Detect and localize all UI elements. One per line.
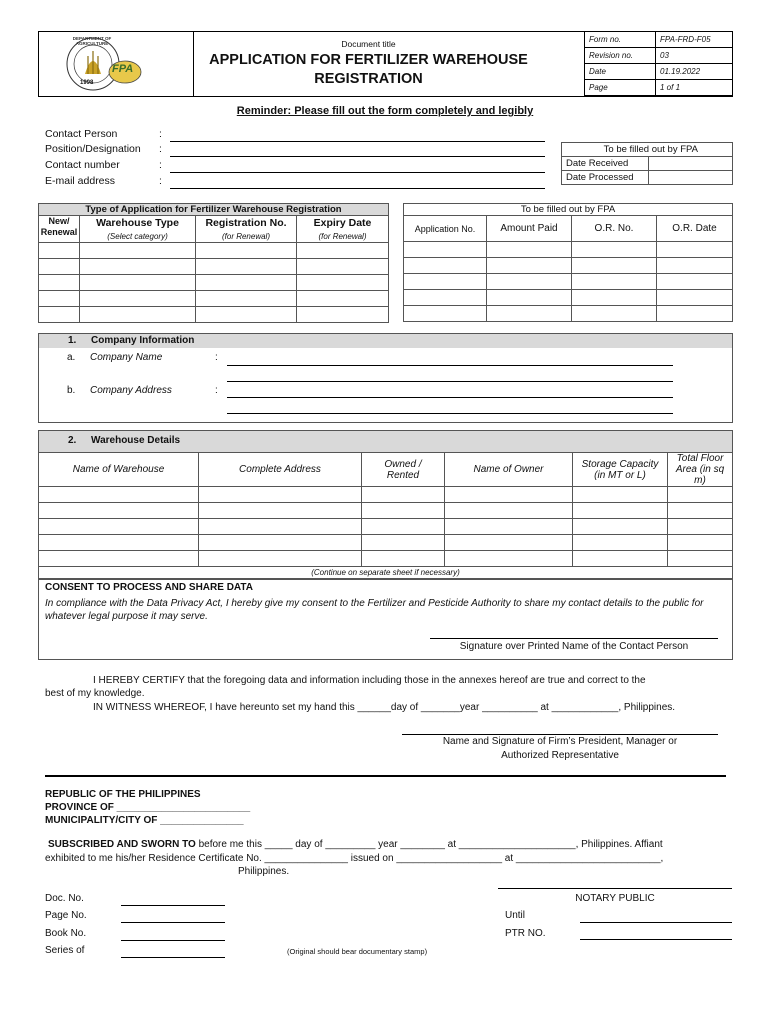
application-row [39, 307, 389, 323]
new-renewal-header [39, 216, 80, 243]
republic-label: REPUBLIC OF THE PHILIPPINES [45, 789, 201, 800]
table-cell[interactable] [199, 519, 362, 535]
document-title-label: Document title [341, 39, 396, 49]
meta-label: Form no. [585, 32, 656, 48]
floor-area-header: Total Floor Area (in sq m) [668, 453, 733, 487]
contact-field-colon: : [159, 128, 162, 140]
warehouse-type-label: Warehouse Type [96, 217, 179, 229]
certify-line2: best of my knowledge. [45, 688, 145, 699]
fpa-row [404, 274, 733, 290]
table-cell[interactable] [573, 551, 668, 567]
table-cell[interactable] [668, 503, 733, 519]
table-cell[interactable] [445, 535, 573, 551]
table-cell[interactable] [39, 307, 80, 323]
renewal-label: Renewal [40, 227, 78, 237]
table-cell[interactable] [362, 487, 445, 503]
form-title-line1: APPLICATION FOR FERTILIZER WAREHOUSE [209, 52, 528, 68]
company-name-colon: : [215, 352, 218, 363]
contact-signature-line[interactable] [430, 638, 718, 639]
table-cell[interactable] [573, 487, 668, 503]
until-input[interactable] [580, 922, 732, 923]
contact-signature-label: Signature over Printed Name of the Contact Person [459, 641, 689, 652]
company-name-label: Company Name [90, 352, 163, 363]
notary-doc-label: Doc. No. [45, 893, 84, 904]
table-cell[interactable] [404, 258, 487, 274]
table-cell[interactable] [297, 259, 389, 275]
notary-doc-label: Page No. [45, 910, 87, 921]
logo-brand: FPA [112, 63, 134, 75]
meta-row [585, 32, 733, 48]
table-cell[interactable] [362, 519, 445, 535]
warehouse-details-heading: Warehouse Details [91, 435, 181, 446]
date-processed-label: Date Processed [562, 171, 649, 185]
table-cell[interactable] [199, 551, 362, 567]
company-address-label: Company Address [90, 385, 172, 396]
table-cell[interactable] [39, 519, 199, 535]
table-cell[interactable] [572, 242, 657, 258]
meta-value: 03 [656, 48, 733, 64]
table-cell[interactable] [39, 243, 80, 259]
municipality-label: MUNICIPALITY/CITY OF _______________ [45, 815, 244, 826]
meta-label: Date [585, 64, 656, 80]
amount-paid-header: Amount Paid [487, 216, 572, 242]
company-info-bar [38, 333, 733, 348]
table-cell[interactable] [487, 258, 572, 274]
continue-note: (Continue on separate sheet if necessary) [39, 567, 733, 579]
warehouse-details-num: 2. [68, 435, 77, 446]
table-cell[interactable] [362, 535, 445, 551]
storage-capacity-header: Storage Capacity (in MT or L) [573, 453, 668, 487]
warehouse-type-header [80, 216, 196, 243]
witness-line: IN WITNESS WHEREOF, I have hereunto set my hand this ______day of _______year __________ at ____________, Philippines. [93, 702, 676, 713]
application-row [39, 243, 389, 259]
expiry-date-header [297, 216, 389, 243]
notary-doc-input[interactable] [121, 905, 225, 906]
table-cell[interactable] [404, 274, 487, 290]
contact-field-label: Contact number [45, 159, 120, 171]
ptr-label: PTR NO. [505, 928, 546, 939]
meta-label: Page [585, 80, 656, 96]
table-cell[interactable] [487, 290, 572, 306]
form-title-line2: REGISTRATION [314, 71, 423, 87]
table-cell[interactable] [297, 291, 389, 307]
registration-no-label: Registration No. [205, 217, 287, 229]
contact-field-input[interactable] [170, 156, 545, 157]
table-cell[interactable] [445, 519, 573, 535]
meta-value: 01.19.2022 [656, 64, 733, 80]
table-cell[interactable] [297, 307, 389, 323]
warehouse-name-header: Name of Warehouse [39, 453, 199, 487]
president-signature-label2: Authorized Representative [501, 750, 619, 761]
table-cell[interactable] [404, 290, 487, 306]
contact-field-label: Position/Designation [45, 143, 141, 155]
logo-year: 1998 [80, 80, 94, 86]
table-cell[interactable] [39, 487, 199, 503]
table-cell[interactable] [199, 503, 362, 519]
table-cell[interactable] [39, 291, 80, 307]
table-cell[interactable] [80, 307, 196, 323]
table-cell[interactable] [362, 551, 445, 567]
table-cell[interactable] [668, 519, 733, 535]
meta-label: Revision no. [585, 48, 656, 64]
province-label: PROVINCE OF ________________________ [45, 802, 251, 813]
company-info-heading: Company Information [91, 335, 195, 346]
or-date-header: O.R. Date [657, 216, 733, 242]
complete-address-header: Complete Address [199, 453, 362, 487]
application-row [39, 291, 389, 307]
fpa-box-title: To be filled out by FPA [562, 143, 733, 157]
table-cell[interactable] [297, 243, 389, 259]
registration-no-header [196, 216, 297, 243]
table-cell[interactable] [199, 535, 362, 551]
table-cell[interactable] [445, 551, 573, 567]
table-cell[interactable] [487, 306, 572, 322]
notary-doc-input[interactable] [121, 957, 225, 958]
table-cell[interactable] [80, 259, 196, 275]
select-category-note: (Select category) [107, 232, 168, 241]
table-cell[interactable] [39, 535, 199, 551]
company-address-colon: : [215, 385, 218, 396]
sworn-bold: SUBSCRIBED AND SWORN TO [48, 839, 196, 850]
table-cell[interactable] [668, 551, 733, 567]
table-cell[interactable] [362, 503, 445, 519]
contact-field-colon: : [159, 159, 162, 171]
meta-row [585, 48, 733, 64]
application-no-header: Application No. [404, 216, 487, 242]
contact-field-input[interactable] [170, 188, 545, 189]
warehouse-row [39, 519, 733, 535]
table-cell[interactable] [445, 503, 573, 519]
president-signature-line[interactable] [402, 734, 718, 735]
company-info-num: 1. [68, 335, 77, 346]
sworn-line1 [48, 839, 663, 850]
table-cell[interactable] [573, 503, 668, 519]
warehouse-row [39, 503, 733, 519]
date-received-input[interactable] [649, 157, 733, 171]
table-cell[interactable] [39, 503, 199, 519]
table-cell[interactable] [404, 306, 487, 322]
table-cell[interactable] [668, 535, 733, 551]
company-name-input-2[interactable] [227, 381, 673, 382]
company-address-letter: b. [67, 385, 76, 396]
table-cell[interactable] [80, 291, 196, 307]
table-cell[interactable] [657, 258, 733, 274]
notary-doc-input[interactable] [121, 940, 225, 941]
notary-public-label: NOTARY PUBLIC [575, 893, 655, 904]
ptr-input[interactable] [580, 939, 732, 940]
table-cell[interactable] [196, 275, 297, 291]
notary-doc-label: Series of [45, 945, 85, 956]
owner-name-header: Name of Owner [445, 453, 573, 487]
table-cell[interactable] [657, 242, 733, 258]
company-name-letter: a. [67, 352, 76, 363]
warehouse-row [39, 487, 733, 503]
contact-field-input[interactable] [170, 172, 545, 173]
table-cell[interactable] [199, 487, 362, 503]
warehouse-row [39, 535, 733, 551]
table-cell[interactable] [572, 274, 657, 290]
company-name-input[interactable] [227, 365, 673, 366]
sworn-line2: exhibited to me his/her Residence Certificate No. _______________ issued on ___________________ at __________________________, [45, 853, 664, 864]
table-cell[interactable] [573, 535, 668, 551]
fpa-row [404, 242, 733, 258]
registration-renewal-note: (for Renewal) [221, 232, 270, 241]
notary-doc-input[interactable] [121, 922, 225, 923]
meta-value: 1 of 1 [656, 80, 733, 96]
table-cell[interactable] [487, 274, 572, 290]
form-meta-table [584, 31, 733, 96]
table-cell[interactable] [39, 275, 80, 291]
date-processed-input[interactable] [649, 171, 733, 185]
table-cell[interactable] [573, 519, 668, 535]
table-cell[interactable] [196, 259, 297, 275]
contact-field-input[interactable] [170, 141, 545, 142]
company-address-input[interactable] [227, 397, 673, 398]
table-cell[interactable] [572, 290, 657, 306]
table-cell[interactable] [657, 306, 733, 322]
table-cell[interactable] [572, 306, 657, 322]
certify-line1: I HEREBY CERTIFY that the foregoing data and information including those in the annexes hereof are true and correct to the [93, 675, 646, 686]
until-label: Until [505, 910, 526, 921]
table-cell[interactable] [196, 243, 297, 259]
table-cell[interactable] [80, 275, 196, 291]
warehouse-details-bar [38, 430, 733, 452]
table-cell[interactable] [657, 290, 733, 306]
expiry-date-label: Expiry Date [313, 217, 372, 229]
contact-field-label: E-mail address [45, 175, 116, 187]
sworn-rest: before me this _____ day of _________ year ________ at _____________________, Philippines. Affiant [195, 839, 663, 850]
contact-field-colon: : [159, 175, 162, 187]
table-cell[interactable] [39, 259, 80, 275]
president-signature-label1: Name and Signature of Firm’s President, Manager or [442, 736, 678, 747]
warehouse-details-table [38, 452, 733, 579]
consent-title: CONSENT TO PROCESS AND SHARE DATA [45, 582, 253, 593]
or-no-header: O.R. No. [572, 216, 657, 242]
reminder: Reminder: Please fill out the form completely and legibly [236, 105, 534, 117]
application-row [39, 259, 389, 275]
logo-arc-text: DEPARTMENT OF AGRICULTURE [72, 36, 112, 46]
application-row [39, 275, 389, 291]
expiry-renewal-note: (for Renewal) [318, 232, 367, 241]
contact-field-label: Contact Person [45, 128, 118, 140]
new-label: New/ [48, 216, 70, 226]
table-cell[interactable] [39, 551, 199, 567]
fpa-date-box [561, 142, 733, 185]
table-cell[interactable] [297, 275, 389, 291]
meta-row [585, 64, 733, 80]
meta-value: FPA-FRD-F05 [656, 32, 733, 48]
table-cell[interactable] [572, 258, 657, 274]
owned-rented-header: Owned / Rented [362, 453, 445, 487]
fpa-row [404, 306, 733, 322]
date-received-label: Date Received [562, 157, 649, 171]
company-address-input-2[interactable] [227, 413, 673, 414]
table-cell[interactable] [196, 307, 297, 323]
fpa-payment-table [403, 203, 733, 322]
application-type-table [38, 203, 389, 323]
notary-doc-label: Book No. [45, 928, 87, 939]
stamp-note: (Original should bear documentary stamp) [287, 947, 428, 956]
sworn-line3: Philippines. [238, 866, 290, 877]
table-cell[interactable] [668, 487, 733, 503]
application-type-title: Type of Application for Fertilizer Warehouse Registration [39, 204, 389, 216]
fpa-row [404, 258, 733, 274]
section-divider [45, 775, 726, 777]
table-cell[interactable] [196, 291, 297, 307]
notary-signature-line[interactable] [498, 888, 732, 889]
table-cell[interactable] [657, 274, 733, 290]
table-cell[interactable] [80, 243, 196, 259]
fpa-row [404, 290, 733, 306]
warehouse-row [39, 551, 733, 567]
table-cell[interactable] [487, 242, 572, 258]
contact-field-colon: : [159, 143, 162, 155]
table-cell[interactable] [404, 242, 487, 258]
fpa-payment-title: To be filled out by FPA [404, 204, 733, 216]
consent-text: In compliance with the Data Privacy Act, I hereby give my consent to the Fertilizer and Pesticide Authority to share my contact details to the public for whatever legal purpose it may serve. [45, 598, 704, 622]
meta-row [585, 80, 733, 96]
table-cell[interactable] [445, 487, 573, 503]
